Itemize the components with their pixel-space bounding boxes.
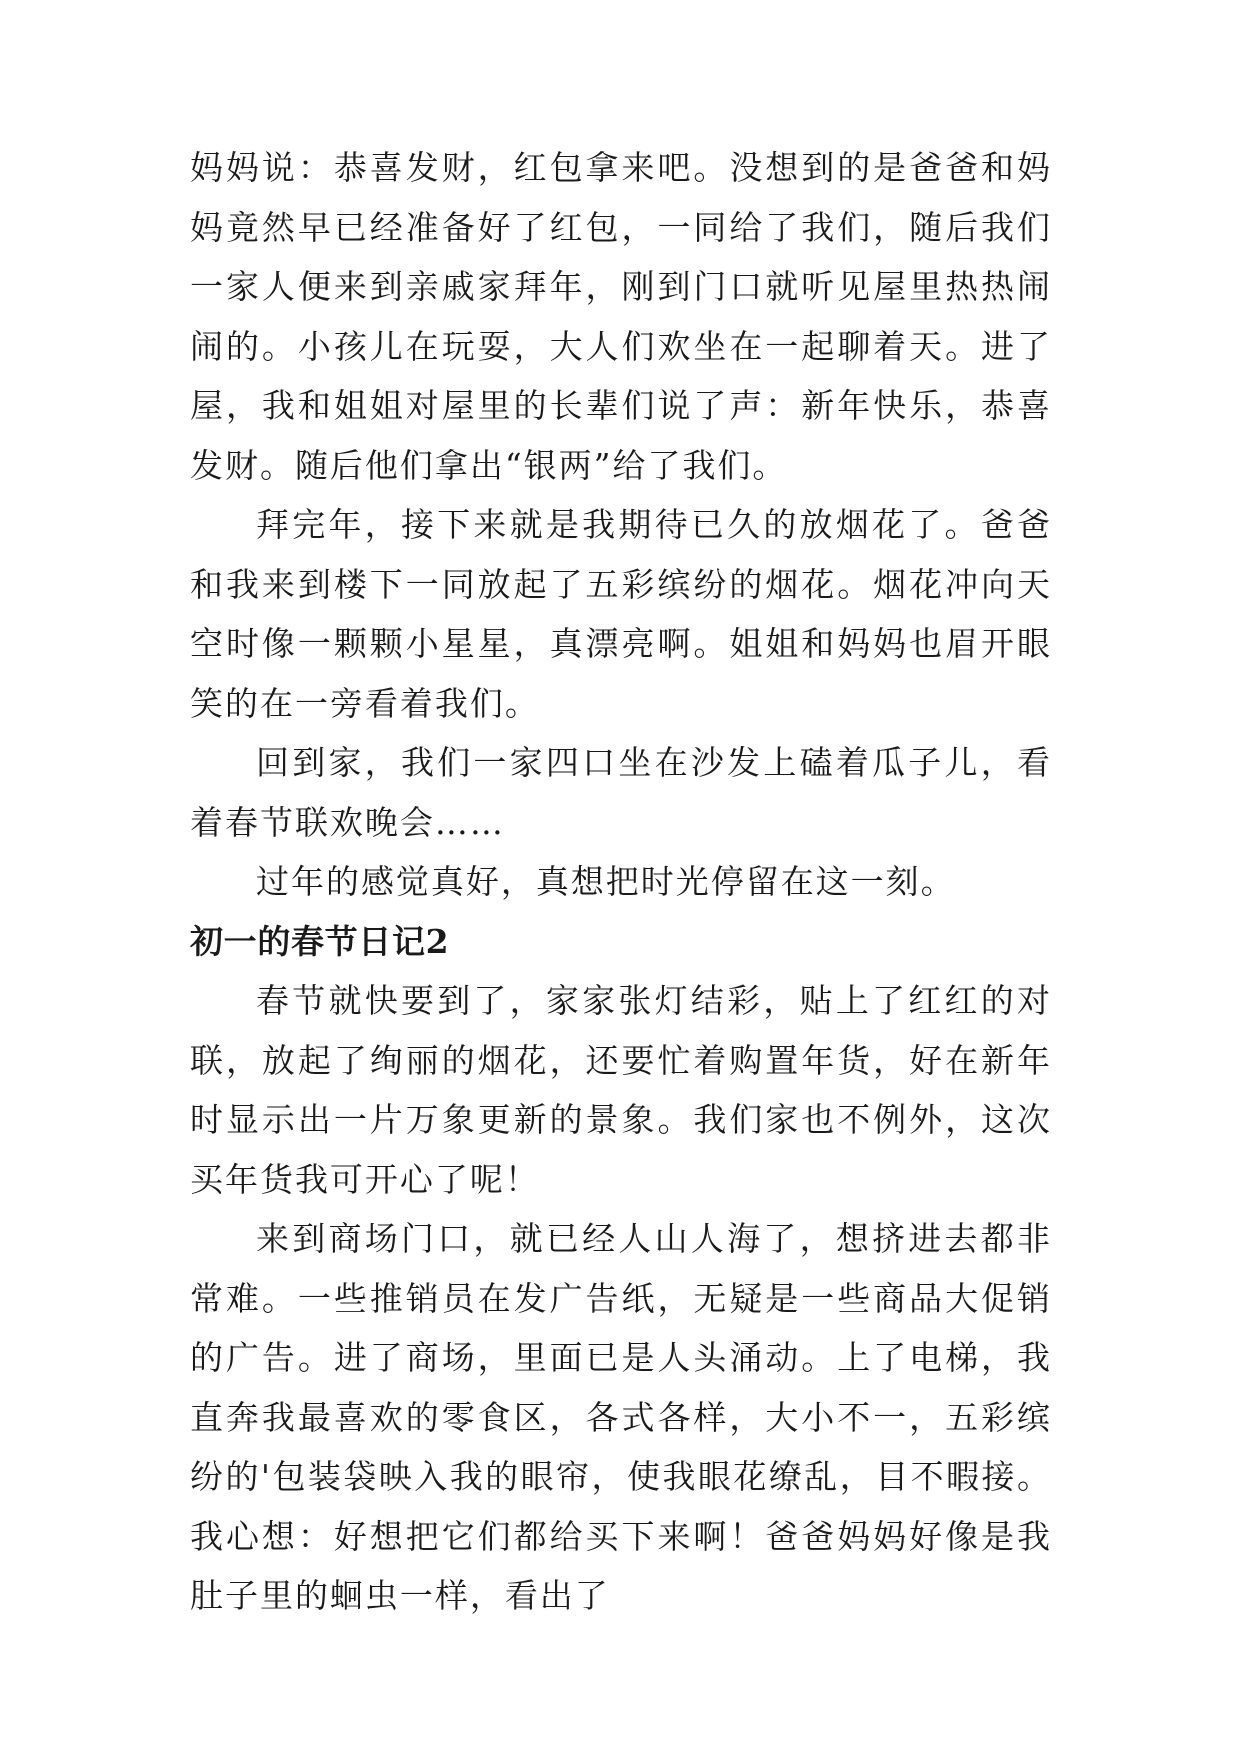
document-body	[190, 138, 1052, 1626]
paragraph: 过年的感觉真好，真想把时光停留在这一刻。	[256, 862, 956, 901]
paragraph: 回到家，我们一家四口坐在沙发上磕着瓜子儿，看着春节联欢晚会……	[190, 743, 1052, 842]
section-heading: 初一的春节日记2	[190, 921, 450, 961]
paragraph: 春节就快要到了，家家张灯结彩，贴上了红红的对联，放起了绚丽的烟花，还要忙着购置年货，好在新年时显示出一片万象更新的景象。我们家也不例外，这次买年货我可开心了呢！	[190, 981, 1052, 1199]
paragraph: 妈妈说：恭喜发财，红包拿来吧。没想到的是爸爸和妈妈竟然早已经准备好了红包，一同给了我们，随后我们一家人便来到亲戚家拜年，刚到门口就听见屋里热热闹闹的。小孩儿在玩耍，大人们欢坐在一起聊着天。进了屋，我和姐姐对屋里的长辈们说了声：新年快乐，恭喜发财。随后他们拿出“银两”给了我们。	[190, 148, 1052, 485]
paragraph: 来到商场门口，就已经人山人海了，想挤进去都非常难。一些推销员在发广告纸，无疑是一些商品大促销的广告。进了商场，里面已是人头涌动。上了电梯，我直奔我最喜欢的零食区，各式各样，大小不一，五彩缤纷的'包装袋映入我的眼帘，使我眼花缭乱，目不暇接。我心想：好想把它们都给买下来啊！爸爸妈妈好像是我肚子里的蛔虫一样，看出了	[190, 1219, 1052, 1615]
paragraph: 拜完年，接下来就是我期待已久的放烟花了。爸爸和我来到楼下一同放起了五彩缤纷的烟花。烟花冲向天空时像一颗颗小星星，真漂亮啊。姐姐和妈妈也眉开眼笑的在一旁看着我们。	[190, 505, 1052, 723]
